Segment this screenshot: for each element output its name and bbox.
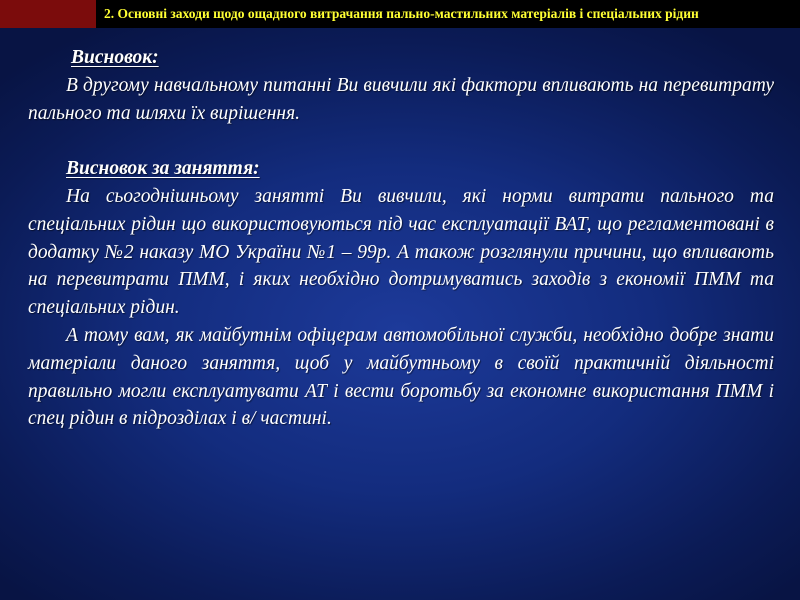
lesson-conclusion-heading: Висновок за заняття:: [66, 158, 260, 180]
conclusion-text: В другому навчальному питанні Ви вивчили які фактори впливають на перевитрату пального та шляхи їх вирішення.: [28, 74, 774, 124]
header-bar: [0, 0, 800, 28]
header-accent-block: [0, 0, 96, 28]
slide-title: 2. Основні заходи щодо ощадного витрачання пально-мастильних матеріалів і спеціальних рідин: [104, 6, 699, 21]
slide-body: [28, 44, 774, 433]
lesson-conclusion-paragraph-2: А тому вам, як майбутнім офіцерам автомобільної служби, необхідно добре знати матеріали даного заняття, щоб у майбутньому в своїй практичній діяльності правильно могли експлуатувати АТ і вести боротьбу за економне використання ПММ і спец рідин в підрозділах і в/ частині.: [28, 324, 774, 430]
lesson-conclusion-paragraph-1: На сьогоднішньому занятті Ви вивчили, які норми витрати пального та спеціальних рідин що використовуються під час експлуатації ВАТ, що регламентовані в додатку №2 наказу МО України №1 – 99р. А також розглянули причини, що впливають на перевитрати ПММ, і яких необхідно дотримуватись заходів з економії ПММ та спеціальних рідин.: [28, 185, 774, 319]
conclusion-heading: Висновок:: [71, 47, 159, 68]
section-spacer: [28, 127, 774, 155]
